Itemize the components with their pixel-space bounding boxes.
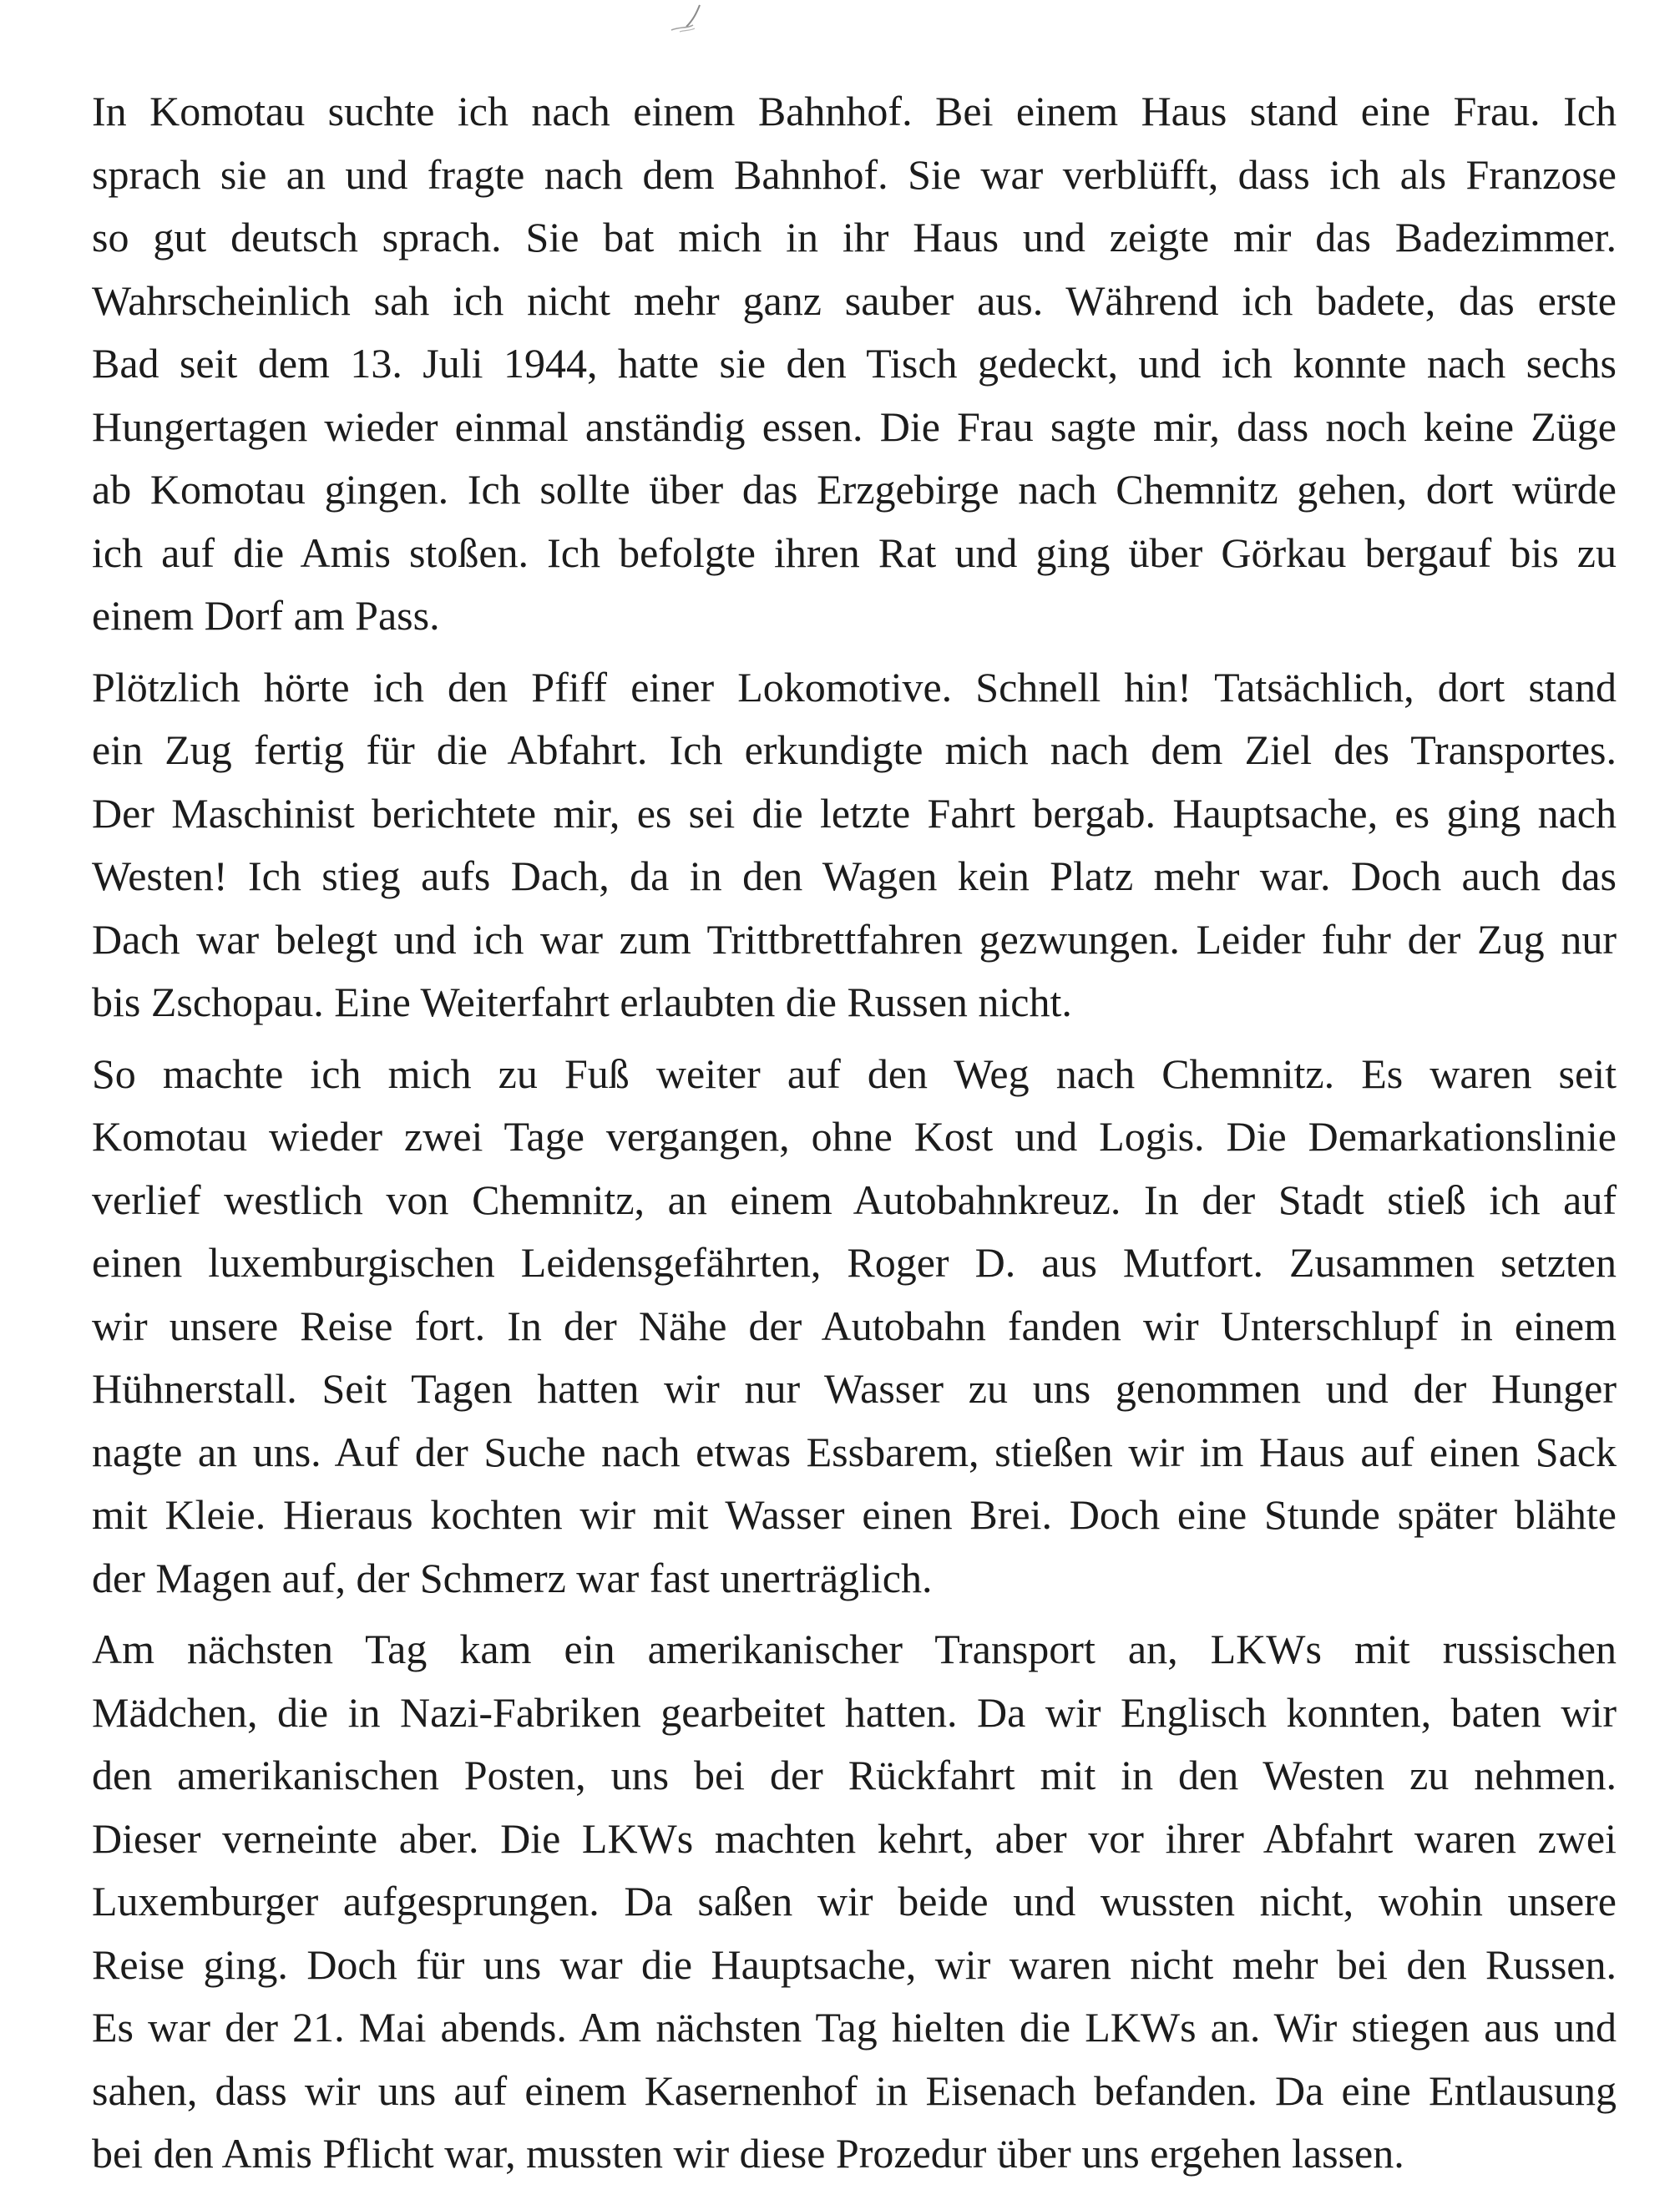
text-line: einen luxemburgischen Leidensgefährten, Roger D. aus Mutfort. Zusammen setzten: [92, 1239, 1617, 1286]
paragraph-2: [92, 656, 1617, 1034]
text-line: Luxemburger aufgesprungen. Da saßen wir beide und wussten nicht, wohin unsere: [92, 1878, 1617, 1924]
text-line: ab Komotau gingen. Ich sollte über das Erzgebirge nach Chemnitz gehen, dort würde: [92, 466, 1617, 513]
text-line: Wahrscheinlich sah ich nicht mehr ganz sauber aus. Während ich badete, das erste: [92, 276, 1617, 324]
text-line: Dach war belegt und ich war zum Trittbrettfahren gezwungen. Leider fuhr der Zug nur: [92, 915, 1617, 963]
text-line: Hühnerstall. Seit Tagen hatten wir nur Wasser zu uns genommen und der Hunger: [92, 1365, 1617, 1412]
text-line: bis Zschopau. Eine Weiterfahrt erlaubten die Russen nicht.: [92, 979, 1072, 1025]
text-line: In Komotau suchte ich nach einem Bahnhof. Bei einem Haus stand eine Frau. Ich: [92, 88, 1617, 134]
text-line: der Magen auf, der Schmerz war fast unerträglich.: [92, 1554, 933, 1601]
text-line: Dieser verneinte aber. Die LKWs machten kehrt, aber vor ihrer Abfahrt waren zwei: [92, 1814, 1617, 1862]
text-line: Reise ging. Doch für uns war die Hauptsache, wir waren nicht mehr bei den Russen.: [92, 1940, 1617, 1988]
text-line: mit Kleie. Hieraus kochten wir mit Wasser einen Brei. Doch eine Stunde später blähte: [92, 1491, 1617, 1538]
text-line: ich auf die Amis stoßen. Ich befolgte ihren Rat und ging über Görkau bergauf bis zu: [92, 528, 1617, 576]
text-line: Hungertagen wieder einmal anständig essen. Die Frau sagte mir, dass noch keine Züge: [92, 402, 1617, 450]
text-line: bei den Amis Pflicht war, mussten wir diese Prozedur über uns ergehen lassen.: [92, 2130, 1404, 2177]
text-line: Es war der 21. Mai abends. Am nächsten Tag hielten die LKWs an. Wir stiegen aus und: [92, 2004, 1617, 2051]
pen-mark-icon: [668, 2, 718, 52]
text-line: Westen! Ich stieg aufs Dach, da in den Wagen kein Platz mehr war. Doch auch das: [92, 852, 1617, 899]
text-line: wir unsere Reise fort. In der Nähe der Autobahn fanden wir Unterschlupf in einem: [92, 1302, 1617, 1349]
text-line: Bad seit dem 13. Juli 1944, hatte sie den Tisch gedeckt, und ich konnte nach sechs: [92, 340, 1617, 387]
text-line: sprach sie an und fragte nach dem Bahnhof. Sie war verblüfft, dass ich als Franzose: [92, 150, 1617, 198]
text-line: So machte ich mich zu Fuß weiter auf den Weg nach Chemnitz. Es waren seit: [92, 1049, 1617, 1097]
document-body: [92, 80, 1617, 2194]
text-line: einem Dorf am Pass.: [92, 592, 440, 639]
text-line: ein Zug fertig für die Abfahrt. Ich erkundigte mich nach dem Ziel des Transportes.: [92, 726, 1617, 773]
text-line: so gut deutsch sprach. Sie bat mich in ihr Haus und zeigte mir das Badezimmer.: [92, 214, 1617, 260]
text-line: Am nächsten Tag kam ein amerikanischer Transport an, LKWs mit russischen: [92, 1626, 1617, 1672]
text-line: nagte an uns. Auf der Suche nach etwas Essbarem, stießen wir im Haus auf einen Sack: [92, 1428, 1617, 1475]
paragraph-4: [92, 1618, 1617, 2186]
paragraph-3: [92, 1043, 1617, 1611]
text-line: Mädchen, die in Nazi-Fabriken gearbeitet hatten. Da wir Englisch konnten, baten wir: [92, 1688, 1617, 1736]
text-line: Plötzlich hörte ich den Pfiff einer Lokomotive. Schnell hin! Tatsächlich, dort stand: [92, 663, 1617, 711]
text-line: Der Maschinist berichtete mir, es sei die letzte Fahrt bergab. Hauptsache, es ging nach: [92, 789, 1617, 837]
text-line: verlief westlich von Chemnitz, an einem Autobahnkreuz. In der Stadt stieß ich auf: [92, 1176, 1617, 1223]
text-line: den amerikanischen Posten, uns bei der Rückfahrt mit in den Westen zu nehmen.: [92, 1752, 1617, 1798]
paragraph-1: [92, 80, 1617, 648]
text-line: Komotau wieder zwei Tage vergangen, ohne Kost und Logis. Die Demarkationslinie: [92, 1113, 1617, 1160]
text-line: sahen, dass wir uns auf einem Kasernenhof in Eisenach befanden. Da eine Entlausung: [92, 2066, 1617, 2114]
